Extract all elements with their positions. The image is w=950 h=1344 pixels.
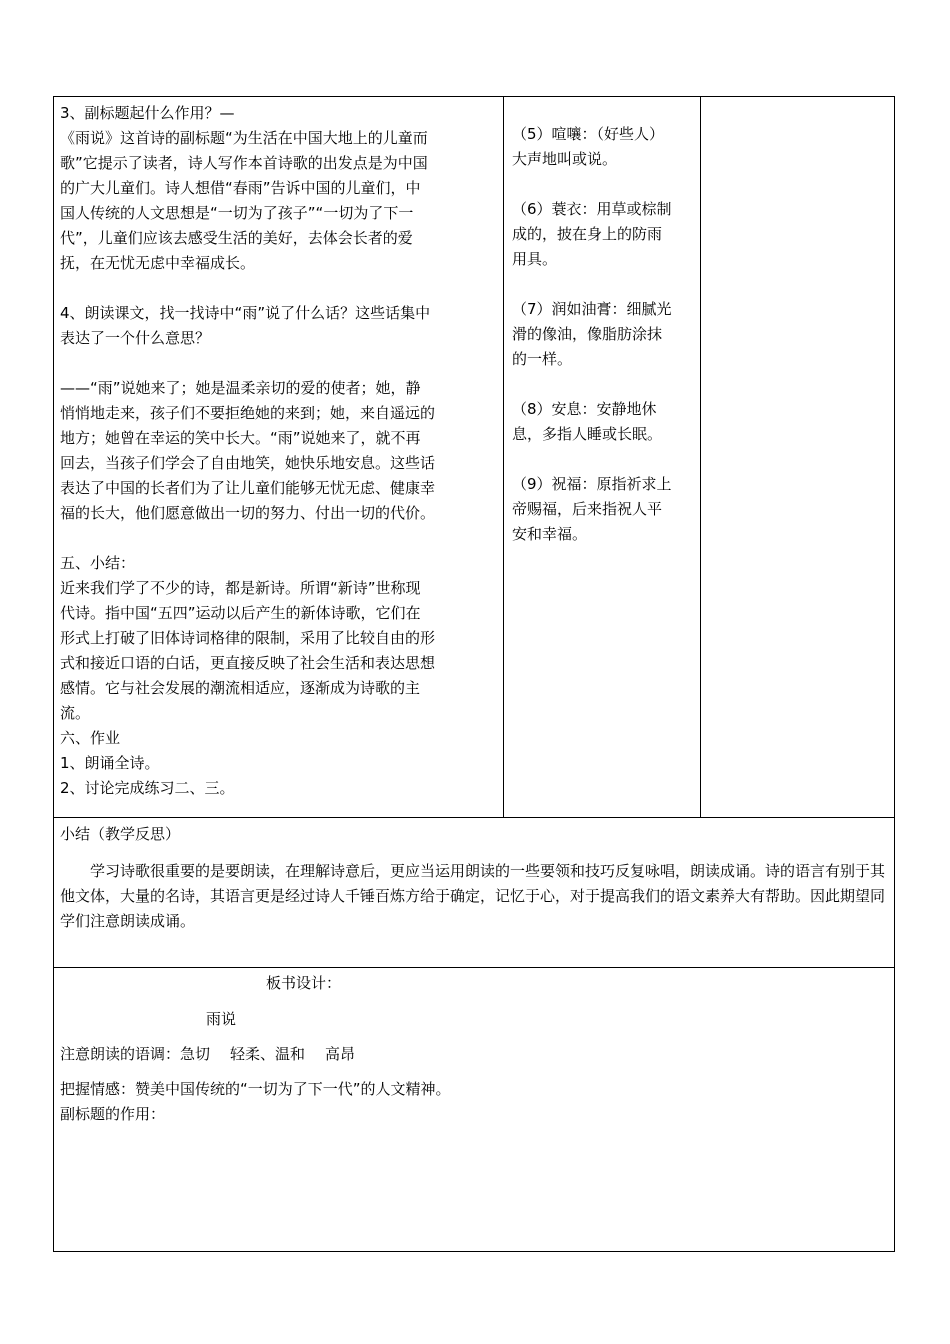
q3-line: 的广大儿童们。诗人想借“春雨”告诉中国的儿童们，中 <box>60 179 421 197</box>
q4-line: 表达了中国的长者们为了让儿童们能够无忧无虑、健康幸 <box>60 479 436 497</box>
teaching-reflection <box>60 822 888 934</box>
board-title: 板书设计： <box>266 974 342 992</box>
section5-line: 代诗。指中国“五四”运动以后产生的新体诗歌，它们在 <box>60 604 421 622</box>
q3-heading: 3、副标题起什么作用？— <box>60 104 235 122</box>
q4-line: 悄悄地走来，孩子们不要拒绝她的来到；她，来自遥远的 <box>60 404 436 422</box>
reflection-heading: 小结（教学反思） <box>60 825 181 843</box>
q4-heading: 4、朗读课文，找一找诗中“雨”说了什么话？这些话集中 <box>60 304 431 322</box>
board-poem-title: 雨说 <box>206 1010 237 1028</box>
column-divider-2 <box>700 97 701 817</box>
vocabulary-notes <box>512 122 692 572</box>
q4-line: 地方；她曾在幸运的笑中长大。“雨”说她来了，就不再 <box>60 429 421 447</box>
section5-line: 近来我们学了不少的诗，都是新诗。所谓“新诗”世称现 <box>60 579 421 597</box>
section5-line: 感情。它与社会发展的潮流相适应，逐渐成为诗歌的主 <box>60 679 421 697</box>
homework-item-2: 2、讨论完成练习二、三。 <box>60 779 235 797</box>
section5-line: 式和接近口语的白话，更直接反映了社会生活和表达思想 <box>60 654 436 672</box>
row-divider-1 <box>54 817 894 818</box>
section6-heading: 六、作业 <box>60 729 121 747</box>
q4-line: 回去，当孩子们学会了自由地笑，她快乐地安息。这些话 <box>60 454 436 472</box>
board-design <box>60 971 888 1127</box>
teaching-content <box>60 101 500 801</box>
note-item: （7）润如油膏：细腻光 滑的像油，像脂肪涂抹 的一样。 <box>512 300 672 368</box>
board-subtitle-role: 副标题的作用： <box>60 1105 166 1123</box>
q3-line: 国人传统的人文思想是“一切为了孩子”“一切为了下一 <box>60 204 414 222</box>
q4-line: ——“雨”说她来了；她是温柔亲切的爱的使者；她，静 <box>60 379 421 397</box>
board-tone-line: 注意朗读的语调：急切 轻柔、温和 高昂 <box>60 1045 356 1063</box>
lesson-table <box>53 96 895 1252</box>
q3-line: 代”，儿童们应该去感受生活的美好，去体会长者的爱 <box>60 229 413 247</box>
row-divider-2 <box>54 967 894 968</box>
q3-line: 歌”它提示了读者，诗人写作本首诗歌的出发点是为中国 <box>60 154 428 172</box>
homework-item-1: 1、朗诵全诗。 <box>60 754 160 772</box>
q3-line: 《雨说》这首诗的副标题“为生活在中国大地上的儿童而 <box>60 129 428 147</box>
reflection-body: 学习诗歌很重要的是要朗读，在理解诗意后，更应当运用朗读的一些要领和技巧反复咏唱，朗读成诵。诗的语言有别于其他文体，大量的名诗，其语言更是经过诗人千锤百炼方给于确定，记忆于心，对于提高我们的语文素养大有帮助。因此期望同学们注意朗读成诵。 <box>60 862 886 930</box>
section5-line: 流。 <box>60 704 91 722</box>
column-divider-1 <box>503 97 504 817</box>
board-emotion: 把握情感：赞美中国传统的“一切为了下一代”的人文精神。 <box>60 1080 451 1098</box>
section5-heading: 五、小结： <box>60 554 136 572</box>
note-item: （5）喧嚷：（好些人） 大声地叫或说。 <box>512 125 665 168</box>
note-item: （9）祝福：原指祈求上 帝赐福，后来指祝人平 安和幸福。 <box>512 475 672 543</box>
note-item: （8）安息：安静地休 息，多指人睡或长眠。 <box>512 400 663 443</box>
section5-line: 形式上打破了旧体诗词格律的限制，采用了比较自由的形 <box>60 629 436 647</box>
note-item: （6）蓑衣：用草或棕制 成的，披在身上的防雨 用具。 <box>512 200 672 268</box>
q4-line: 福的长大，他们愿意做出一切的努力、付出一切的代价。 <box>60 504 436 522</box>
q4-heading: 表达了一个什么意思？ <box>60 329 211 347</box>
q3-line: 抚，在无忧无虑中幸福成长。 <box>60 254 256 272</box>
